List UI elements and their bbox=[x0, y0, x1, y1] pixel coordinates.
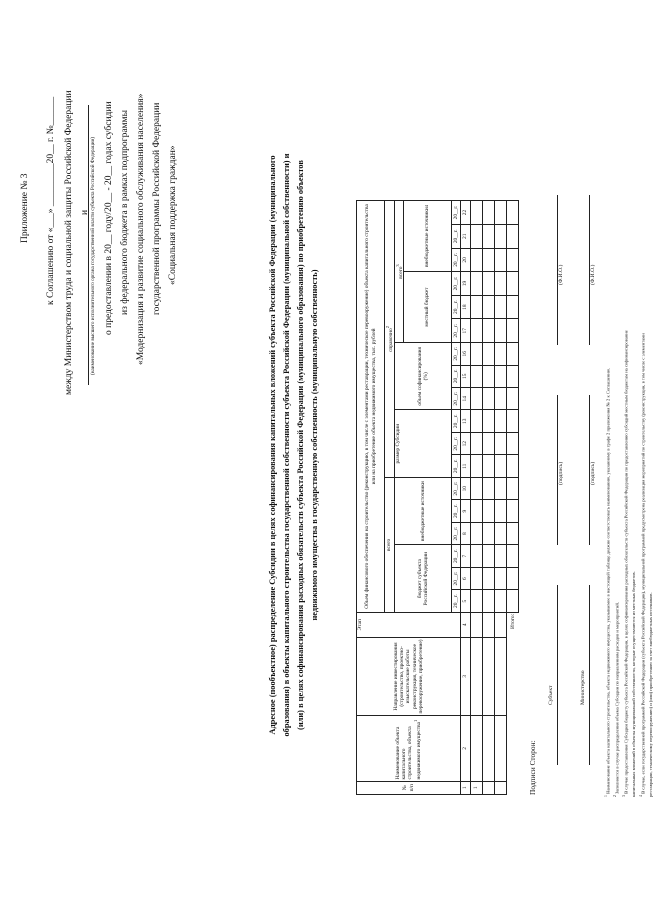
purpose-line-3: «Модернизация и развитие социального обслуживания населения» bbox=[136, 93, 146, 365]
footnote-1: $^1$ Наименование объекта капитального строительства, объекта недвижимого имущества, указываемое в настоящей таблице должно соответствовать наименованию, указанному в графе 2 приложения № 2 к Соглашению. bbox=[604, 367, 611, 797]
column-number-cell: 4 bbox=[461, 612, 471, 637]
footnotes bbox=[603, 17, 655, 797]
ministry-name-label: (Ф.И.О.) bbox=[590, 264, 596, 285]
year-cell: 20__г. bbox=[452, 225, 461, 249]
year-cell: 20__г. bbox=[452, 477, 461, 499]
year-cell: 20__г. bbox=[452, 590, 461, 612]
column-number-cell: 14 bbox=[461, 388, 471, 410]
subject-signature-label: (подпись) bbox=[558, 461, 564, 485]
column-number-cell: 11 bbox=[461, 455, 471, 477]
year-cell: 20__г. bbox=[452, 545, 461, 567]
year-cell: 20__г. bbox=[452, 365, 461, 387]
sub-subsidy: размер Субсидии bbox=[395, 410, 452, 477]
title-line: недвижимого имущества в государственную собственность (муниципальную собственность) bbox=[310, 269, 319, 621]
sub-local-budget: местный бюджет bbox=[404, 271, 451, 342]
year-cell: 20__г. bbox=[452, 295, 461, 319]
year-cell: 20__г. bbox=[452, 248, 461, 272]
col-stage-header: Этап bbox=[357, 612, 461, 637]
group-total-header: всего bbox=[385, 477, 395, 612]
column-number-cell: 12 bbox=[461, 432, 471, 454]
ministry-line bbox=[589, 585, 590, 765]
col-volume-header: Объем финансового обеспечения на строительство (реконструкцию, в том числе с элементами реставрации, техническое перевооружение) объекта капитального строительства или на приобретение объекта недвижимого имущества, тыс. рублей bbox=[357, 201, 385, 613]
year-cell: 20__г. bbox=[452, 272, 461, 296]
ministry-signature-label: (подпись) bbox=[590, 461, 596, 485]
and-line: и bbox=[80, 209, 90, 215]
title-line: образования) в объекты капитального строительства государственной собственности субъекта Российской Федерации (муниципальной собственности) и bbox=[282, 153, 291, 737]
table-row bbox=[483, 201, 495, 795]
table-row bbox=[495, 201, 507, 795]
total-label: Итого: bbox=[507, 612, 519, 794]
purpose-line-4: государственной программы Российской Федерации bbox=[152, 102, 162, 315]
column-number-cell: 20 bbox=[461, 248, 471, 272]
appendix-number: Приложение № 3 bbox=[20, 173, 30, 243]
subject-line bbox=[557, 585, 558, 765]
column-number-cell: 8 bbox=[461, 522, 471, 544]
sub-extrabudget-2: внебюджетные источники 4 bbox=[424, 204, 431, 268]
column-number-cell: 6 bbox=[461, 567, 471, 589]
purpose-line-1: о предоставлении в 20__ году/20__ - 20__ годах субсидии bbox=[104, 101, 114, 335]
distribution-table bbox=[356, 200, 519, 795]
party-ministry: Министерство bbox=[580, 670, 586, 705]
column-number-cell: 3 bbox=[461, 637, 471, 716]
year-cell: 20__г. bbox=[452, 201, 461, 225]
sub-subject-budget: бюджет субъекта Российской Федерации bbox=[395, 545, 452, 612]
purpose-line-2: из федерального бюджета в рамках подпрограммы bbox=[120, 110, 130, 315]
year-cell: 20__г. bbox=[452, 388, 461, 410]
column-number-cell: 10 bbox=[461, 477, 471, 499]
total-row bbox=[507, 201, 519, 795]
footnote-4-cont: реставрации, техническому перевооружению) и (или) приобретению за счет внебюджетных источников. bbox=[648, 592, 654, 797]
column-number-cell: 7 bbox=[461, 545, 471, 567]
year-cell: 20__г. bbox=[452, 343, 461, 365]
header-row-1 bbox=[357, 201, 385, 795]
column-number-cell: 22 bbox=[461, 201, 471, 225]
year-cell: 20__г. bbox=[452, 567, 461, 589]
footnote-3: $^3$ В случае предоставления Субсидии бюджету субъекта Российской Федерации, в целях софинансирования расходных обязательств субъекта Российской Федерации по предоставлению субсидий местным бюджетам на софинансирование bbox=[622, 330, 629, 797]
column-number-cell: 17 bbox=[461, 319, 471, 343]
table-row bbox=[471, 201, 483, 795]
column-number-cell: 2 bbox=[461, 716, 471, 781]
column-number-cell: 13 bbox=[461, 410, 471, 432]
signatures-heading: Подписи Сторон: bbox=[528, 740, 537, 795]
col-name-header: Наименование объекта капитального строительства, объекта недвижимого имущества$^1$ bbox=[357, 716, 461, 781]
year-cell: 20__г. bbox=[452, 522, 461, 544]
col-no-header: № п/п bbox=[357, 781, 461, 794]
document-title bbox=[266, 135, 322, 755]
subject-note: (наименование высшего исполнительного органа государственной власти субъекта Российской Федерации) bbox=[90, 137, 96, 375]
footnote-4: $^4$ В случае, если государственной программой Российской Федерации (субъекта Российской Федерации), муниципальной программой предусмотрена реализация мероприятий по строительству (реконструкции, в том числе с элементами bbox=[638, 333, 646, 797]
title-line: Адресное (пообъектное) распределение Субсидии в целях софинансирования капитальных вложений субъекта Российской Федерации (муниципального bbox=[268, 155, 277, 735]
col-direction-header: Направление инвестирования (строительство, проектно-изыскательские работы реконструкция, техническое перевооружение, приобретение) bbox=[357, 637, 461, 716]
column-number-cell: 9 bbox=[461, 500, 471, 522]
year-cell: 20__г. bbox=[452, 410, 461, 432]
footnote-3-cont: капитальных вложений в объекты муниципальной собственности, которые осуществляются из местных бюджетов. bbox=[631, 571, 637, 797]
row-number: 1 bbox=[471, 781, 483, 794]
purpose-line-5: «Социальная поддержка граждан» bbox=[168, 145, 178, 285]
party-subject: Субъект bbox=[548, 685, 554, 705]
column-number-row bbox=[461, 201, 471, 795]
sub-all: всего$^3$ bbox=[395, 201, 404, 342]
year-cell: 20__г. bbox=[452, 500, 461, 522]
column-number-cell: 5 bbox=[461, 590, 471, 612]
column-number-cell: 19 bbox=[461, 272, 471, 296]
between-line: между Министерством труда и социальной защиты Российской Федерации bbox=[64, 90, 74, 395]
sub-all-split bbox=[404, 201, 451, 342]
sub-extrabudget: внебюджетные источники bbox=[395, 477, 452, 544]
column-number-cell: 21 bbox=[461, 225, 471, 249]
agreement-line: к Соглашению от «___» _________20__ г. №______ bbox=[46, 96, 56, 305]
sub-cofin: объем софинансирования (%) bbox=[395, 343, 452, 410]
column-number-cell: 16 bbox=[461, 343, 471, 365]
footnote-2: $^2$ Заполняется в случае распределения объема Субсидии по направлениям расходов и мероприятий. bbox=[613, 602, 620, 797]
year-cell: 20__г. bbox=[452, 455, 461, 477]
year-cell: 20__г. bbox=[452, 432, 461, 454]
subject-name-label: (Ф.И.О.) bbox=[558, 264, 564, 285]
column-number-cell: 15 bbox=[461, 365, 471, 387]
column-number-cell: 18 bbox=[461, 295, 471, 319]
column-number-cell: 1 bbox=[461, 781, 471, 794]
group-ref-header: справочно$^2$ bbox=[385, 201, 395, 478]
sub-all-group bbox=[395, 201, 452, 343]
year-cell: 20__г. bbox=[452, 319, 461, 343]
title-line: (или) в целях софинансирования расходных обязательств субъекта Российской Федерации (муниципального образования) по приобретению объектов bbox=[296, 160, 305, 730]
subject-underline bbox=[88, 105, 89, 385]
